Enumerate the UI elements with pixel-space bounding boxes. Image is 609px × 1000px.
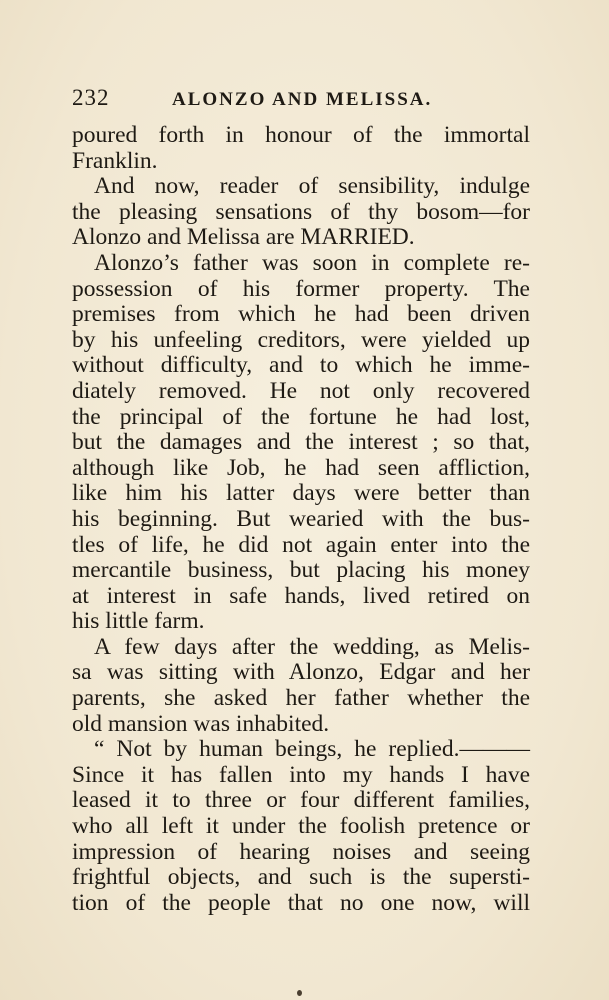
- text-line: like him his latter days were better than: [72, 480, 530, 507]
- text-line: Since it has fallen into my hands I have: [72, 761, 530, 788]
- text-line: mercantile business, but placing his money: [72, 557, 530, 584]
- text-line: “ Not by human beings, he replied.———: [94, 736, 530, 763]
- text-line: the pleasing sensations of thy bosom—for: [72, 198, 530, 225]
- ink-speck: [297, 990, 302, 996]
- text-line: Franklin.: [72, 147, 158, 174]
- text-line: the principal of the fortune he had lost,: [72, 403, 530, 430]
- text-line: Alonzo and Melissa are MARRIED.: [72, 224, 415, 251]
- text-line: who all left it under the foolish pretence or: [72, 813, 530, 840]
- text-line: poured forth in honour of the immortal: [72, 122, 530, 148]
- text-line: And now, reader of sensibility, indulge: [94, 173, 530, 200]
- text-line: Alonzo’s father was soon in complete re-: [94, 249, 530, 276]
- text-line: tion of the people that no one now, will: [72, 889, 530, 916]
- body-text: [72, 123, 530, 916]
- text-line: A few days after the wedding, as Melis-: [94, 633, 530, 660]
- text-line: frightful objects, and such is the supersti-: [72, 864, 530, 891]
- text-line: sa was sitting with Alonzo, Edgar and her: [72, 659, 530, 686]
- text-line: diately removed. He not only recovered: [72, 377, 530, 404]
- text-line: his little farm.: [72, 608, 205, 635]
- text-line: impression of hearing noises and seeing: [72, 838, 530, 865]
- page-number: 232: [72, 85, 110, 110]
- text-line: parents, she asked her father whether the: [72, 685, 530, 712]
- text-line: tles of life, he did not again enter into the: [72, 531, 530, 558]
- text-line: possession of his former property. The: [72, 275, 530, 302]
- text-line: old mansion was inhabited.: [72, 710, 330, 737]
- text-line: without difficulty, and to which he imme-: [72, 352, 530, 379]
- text-line: leased it to three or four different families,: [72, 787, 530, 814]
- text-line: his beginning. But wearied with the bus-: [72, 505, 530, 532]
- text-line: by his unfeeling creditors, were yielded up: [72, 326, 530, 353]
- text-line: although like Job, he had seen affliction,: [72, 454, 530, 481]
- text-line: premises from which he had been driven: [72, 301, 530, 328]
- text-line: but the damages and the interest ; so that,: [72, 429, 530, 456]
- text-line: at interest in safe hands, lived retired on: [72, 582, 530, 609]
- running-head: ALONZO AND MELISSA.: [172, 89, 433, 110]
- page-header: [72, 85, 532, 115]
